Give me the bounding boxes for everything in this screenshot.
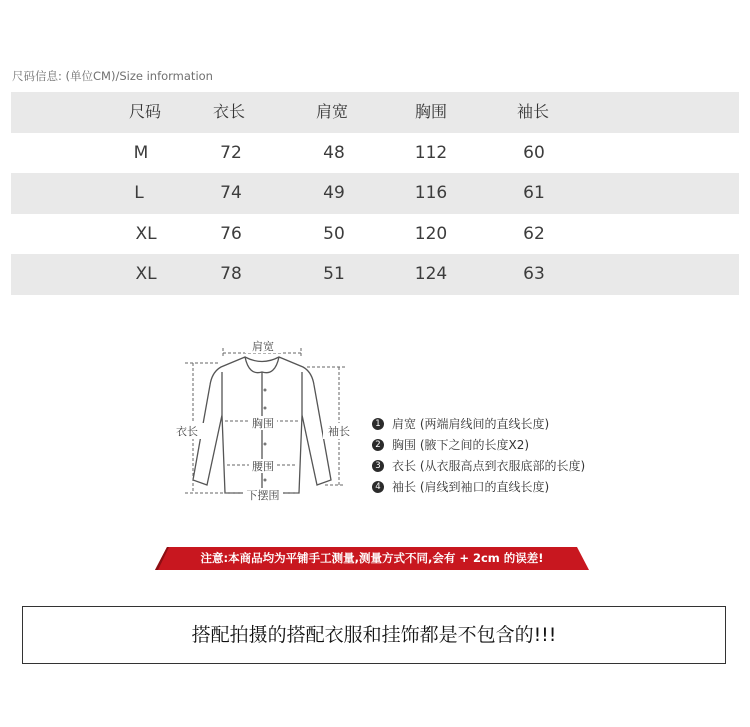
size-table: [11, 92, 739, 295]
cell-length: 78: [220, 264, 242, 284]
legend-text: 胸围 (腋下之间的长度X2): [392, 438, 530, 452]
cell-size: L: [134, 183, 144, 203]
table-row: [11, 133, 739, 174]
cell-sleeve: 60: [523, 142, 545, 163]
shirt-diagram: [165, 330, 355, 505]
cell-sleeve: 62: [523, 223, 545, 244]
cell-shoulder: 50: [323, 223, 345, 244]
cell-chest: 120: [414, 223, 448, 244]
measurement-note-banner: [155, 547, 589, 570]
cell-size: XL: [135, 264, 157, 284]
table-row: [11, 254, 739, 295]
col-header-shoulder: 肩宽: [315, 102, 349, 121]
cell-shoulder: 48: [323, 142, 345, 163]
sleeve-label: 袖长: [328, 425, 350, 438]
cell-sleeve: 63: [523, 264, 545, 284]
col-header-chest: 胸围: [414, 102, 448, 121]
legend-number-badge: 3: [372, 460, 384, 472]
table-header-row: [11, 92, 739, 133]
col-header-size: 尺码: [128, 102, 162, 121]
legend-number-badge: 4: [372, 481, 384, 493]
cell-shoulder: 51: [323, 264, 345, 284]
length-label: 衣长: [176, 425, 198, 438]
legend-item: [372, 435, 585, 456]
cell-chest: 116: [414, 183, 448, 203]
cell-length: 76: [220, 223, 242, 244]
size-info-title: 尺码信息: (单位CM)/Size information: [12, 69, 213, 83]
cell-length: 74: [220, 183, 242, 203]
cell-length: 72: [220, 142, 242, 163]
cell-size: XL: [135, 223, 157, 244]
legend-text: 衣长 (从衣服高点到衣服底部的长度): [392, 459, 586, 473]
measurement-note-text: 注意:本商品均为平铺手工测量,测量方式不同,会有 + 2cm 的误差!: [200, 551, 544, 565]
legend-number-badge: 2: [372, 439, 384, 451]
cell-chest: 124: [414, 264, 448, 284]
accessories-disclaimer: 搭配拍摄的搭配衣服和挂饰都是不包含的!!!: [22, 606, 726, 664]
legend-number-badge: 1: [372, 418, 384, 430]
measurement-diagram: [165, 330, 355, 505]
col-header-length: 衣长: [212, 102, 246, 121]
legend-text: 袖长 (肩线到袖口的直线长度): [392, 480, 550, 494]
table-row: [11, 173, 739, 214]
cell-chest: 112: [414, 142, 448, 163]
legend-item: [372, 477, 585, 498]
legend-text: 肩宽 (两端肩线间的直线长度): [392, 417, 550, 431]
legend-item: [372, 414, 585, 435]
legend-item: [372, 456, 585, 477]
cell-sleeve: 61: [523, 183, 545, 203]
chest-label: 胸围: [252, 417, 274, 430]
measurement-legend: [372, 414, 585, 498]
cell-shoulder: 49: [323, 183, 345, 203]
col-header-sleeve: 袖长: [516, 102, 550, 121]
cell-size: M: [133, 142, 149, 163]
hem-label: 下摆围: [246, 489, 280, 502]
table-row: [11, 214, 739, 255]
shoulder-label: 肩宽: [252, 340, 274, 353]
waist-label: 腰围: [252, 460, 274, 473]
